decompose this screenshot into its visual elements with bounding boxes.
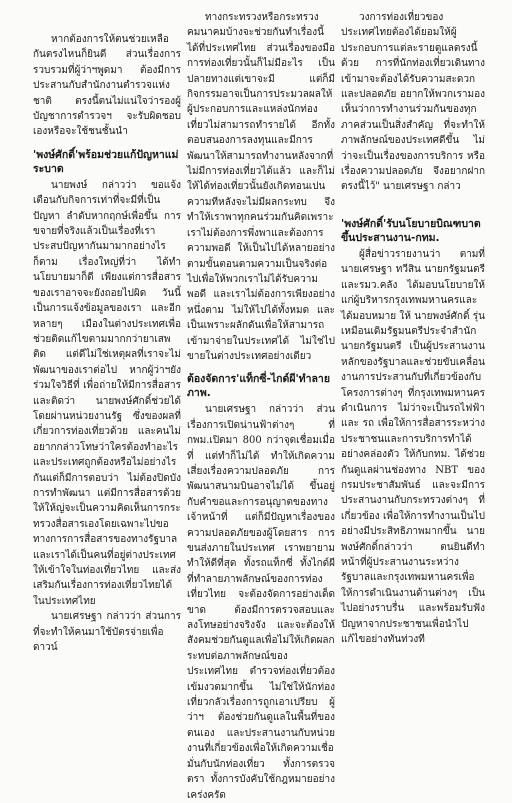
column-1 bbox=[33, 32, 181, 654]
section-heading: ต้องจัดการ'แท็กซี่-ไกด์ผี'ทำลายภาพ. bbox=[187, 373, 330, 400]
paragraph: ทางกระทรวงหรือกระทรวงคมนาคมบ้างจะช่วยกันทำเรื่องนี้ได้ที่ประเทศไทย ส่วนเรื่องของมือการท่องเที่ยวนั้นก็ไม่มีอะไร เป็นปลายทางแต่เขาจะมี แต่ก็มีกิจกรรมอาจเป็นการประมวลผลให้ผู้ประกอบการและแหล่งนักท่องเที่ยวไม่สามารถทำรายได้ อีกทั้งตอบสนองการลงทุนและมีการพัฒนาให้สามารถทำงานหลังจากที่ไม่มีการท่องเที่ยวได้แล้ว และก็ไม่ให้ได้ท่องเที่ยวนั้นยังเกิดทอนเปนความทีหลังจะไม่มีผลกระทบ จึงทำให้เราพาทุกคนร่วมกันคิดเพราะเราไม่ต้องการพึ่งพาและต้องการความพอดี ให้เป็นไปได้หลายอย่างตามขั้นตอนตามความเป็นจริงต่อไปเพื่อให้พวกเราไม่ได้รับความพอดี และเราไม่ต้องการเพียงอย่างหนึ่งตาม ไม่ให้ไปได้ทั้งหมด และเป็นเพราะผลักดันเพื่อให้สามารถเข้ามาจ่ายในประเทศได้ ไม่ใช่ไปขายในต่างประเทศอย่างเดียว bbox=[187, 12, 335, 362]
paragraph: วงการท่องเที่ยวของประเทศไทยต้องได้ยอมให้ผู้ประกอบการแต่ละรายดูแลตรงนี้ด้วย การที่นักท่องเที่ยวเดินทางเข้ามาจะต้องได้รับความสะดวกและปลอดภัย อยากให้พวกเรามองเห็นว่าการทำงานร่วมกันของทุกภาคส่วนเป็นสิ่งสำคัญ ที่จะทำให้ภาพลักษณ์ของประเทศดีขึ้น ไม่ว่าจะเป็นเรื่องของการบริการ หรือเรื่องความปลอดภัย จึงอยากฝากตรงนี้ไว้" นายเศรษฐา กล่าว bbox=[341, 12, 485, 193]
paragraph: นายพงษ์ กล่าวว่า ขอแจ้งเตือนกับกิจการเท่าที่จะมีที่เป็นปัญหา ลำดับหากฤกษ์เพื่อขึ้น การขจายที่จริงแล้วเป็นเรื่องที่เราประสบปัญหากันมามากอย่างไรก็ตาม เรื่องใหญ่ที่ว่า ได้ทำนโยบายมาก็ดี เพียงแต่การสื่อสารของเราอาจจะยังถอยไปผิด วันนี้เป็นการแจ้งข้อมูลของเรา และอีกหลายๆ เมืองในต่างประเทศเพื่อช่วยติดแก้ไขตามมากกว่ายาเสพติด แต่ดีไม่ใช่เหตุผลที่เราจะไม่พัฒนาของเราต่อไป หากผู้ว่าฯยังร่วมใจวิธีที่ เพื่อถ่ายให้มีการสื่อสาร และติดว่า นายพงษ์ศักดิ์ช่วยได้ โดยผ่านหน่วยงานรัฐ ซึ่งของผลที่เกี่ยวการท่องเที่ยวด้วย และคนไม่อยากกล่าวโทษว่าใครต้องทำอะไร และประเทศถูกต้องหรือไม่อย่างไรกันแต่ก็มีการตอบว่า ไม่ต้องปิดบังการทำพัฒนา แต่มีการสื่อสารด้วยให้ให้ญ่จะเป็นความคิดเห็นการกระทรวงสื่อสารเองโดยเฉพาะไปขอทางการการสื่อสารของทางรัฐบาล และเราได้เป็นคนที่อยู่ต่างประเทศให้เข้าใจในท่องเที่ยวไทย และส่งเสริมกันเรื่องการท่องเที่ยวไทยได้ในประเทศไทย bbox=[33, 179, 181, 607]
paragraph: นายเศรษฐา กล่าวว่า ส่วนการที่จะทำให้คนมาใช้บัตรจ่ายเพื่อดาวน์ bbox=[33, 611, 181, 654]
section-heading: 'พงษ์ศักดิ์'พร้อมช่วยแก้ปัญหาแม่ระบาด bbox=[33, 148, 179, 175]
paragraph: ผู้สื่อข่าวรายงานว่า ตามที่ นายเศรษฐา ทวีสิน นายกรัฐมนตรีและรมว.คลัง ได้มอบนโยบายให้แก่ผู้บริหารกรุงเทพมหานครและได้มอบหมาย ให้ นายพงษ์ศักดิ์ รุ่นเหมือนเดิมรัฐมนตรีประจำสำนักนายกรัฐมนตรี เป็นผู้ประสานงานหลักของรัฐบาลและช่วยขับเคลื่อนงานการประสานกับที่เกี่ยวข้องกับโครงการต่างๆ ที่กรุงเทพมหานครดำเนินการ ไม่ว่าจะเป็นรถไฟฟ้า และ รถ เพื่อให้การสื่อสารระหว่างประชาชนและการบริการทำได้อย่างคล่องตัว ให้กับกทม. ได้ช่วยกันดูแลผ่านช่องทาง NBT ของกรมประชาสัมพันธ์ และจะมีการประสานงานกับกระทรวงต่างๆ ที่เกี่ยวข้อง เพื่อให้การทำงานเป็นไปอย่างมีประสิทธิภาพมากขึ้น นายพงษ์ศักดิ์กล่าวว่า ตนยินดีทำหน้าที่ผู้ประสานงานระหว่างรัฐบาลและกรุงเทพมหานครเพื่อให้การดำเนินงานด้านต่างๆ เป็นไปอย่างราบรื่น และพร้อมรับฟังปัญหาจากประชาชนเพื่อนำไปแก้ไขอย่างทันท่วงที bbox=[341, 248, 485, 646]
column-3 bbox=[341, 10, 485, 646]
paragraph: นายเศรษฐา กล่าวว่า ส่วนเรื่องการเปิดน่านฟ้าต่างๆ ที่ กพม.เปิดมา 800 กว่าจุดเชื่อมเมื่อที่ แต่ทำก็ไม่ได้ ทำให้เกิดความเสี่ยงเรื่องความปลอดภัย การพัฒนาสนามบินอาจไม่ได้ ขึ้นอยู่กับคำขอและการอนุญาตของทางเจ้าหน้าที่ แต่ก็มีปัญหาเรื่องของความปลอดภัยของผู้โดยสาร การขนส่งภายในประเทศ เราพยายามทำให้ดีที่สุด ทั้งรถแท็กซี่ ทั้งไกด์ผี ที่ทำลายภาพลักษณ์ของการท่องเที่ยวไทย จะต้องจัดการอย่างเด็ดขาด ต้องมีการตรวจสอบและลงโทษอย่างจริงจัง และจะต้องให้สังคมช่วยกันดูแลเพื่อไม่ให้เกิดผลกระทบต่อภาพลักษณ์ของประเทศไทย ตำรวจท่องเที่ยวต้องเข้มงวดมากขึ้น ไม่ใช่ให้นักท่องเที่ยวกลัวเรื่องการถูกเอาเปรียบ ผู้ว่าฯ ต้องช่วยกันดูแลในพื้นที่ของตนเอง และประสานงานกับหน่วยงานที่เกี่ยวข้องเพื่อให้เกิดความเชื่อมั่นกับนักท่องเที่ยว ทั้งการตรวจตรา ทั้งการบังคับใช้กฎหมายอย่างเคร่งครัด bbox=[187, 404, 335, 801]
section-heading: 'พงษ์ศักดิ์'รับนโยบายบิณฑบาตขึ้นประสานงาน-กทม. bbox=[341, 217, 481, 244]
spacer bbox=[341, 195, 485, 209]
paragraph: หากต้องการให้ตนช่วยเหลือกันตรงไหนก็ยินดี ส่วนเรื่องการรวบรวมที่ผู้ว่าฯพูดมา ต้องมีการประสานกับสำนักงานตำรวจแห่งชาติ ตรงนี้ตนไม่แน่ใจว่ารองผู้บัญชาการตำรวจฯ จะรับผิดชอบเองหรือจะใช้ชนชั้นนำ bbox=[33, 34, 181, 138]
column-2 bbox=[187, 10, 335, 801]
